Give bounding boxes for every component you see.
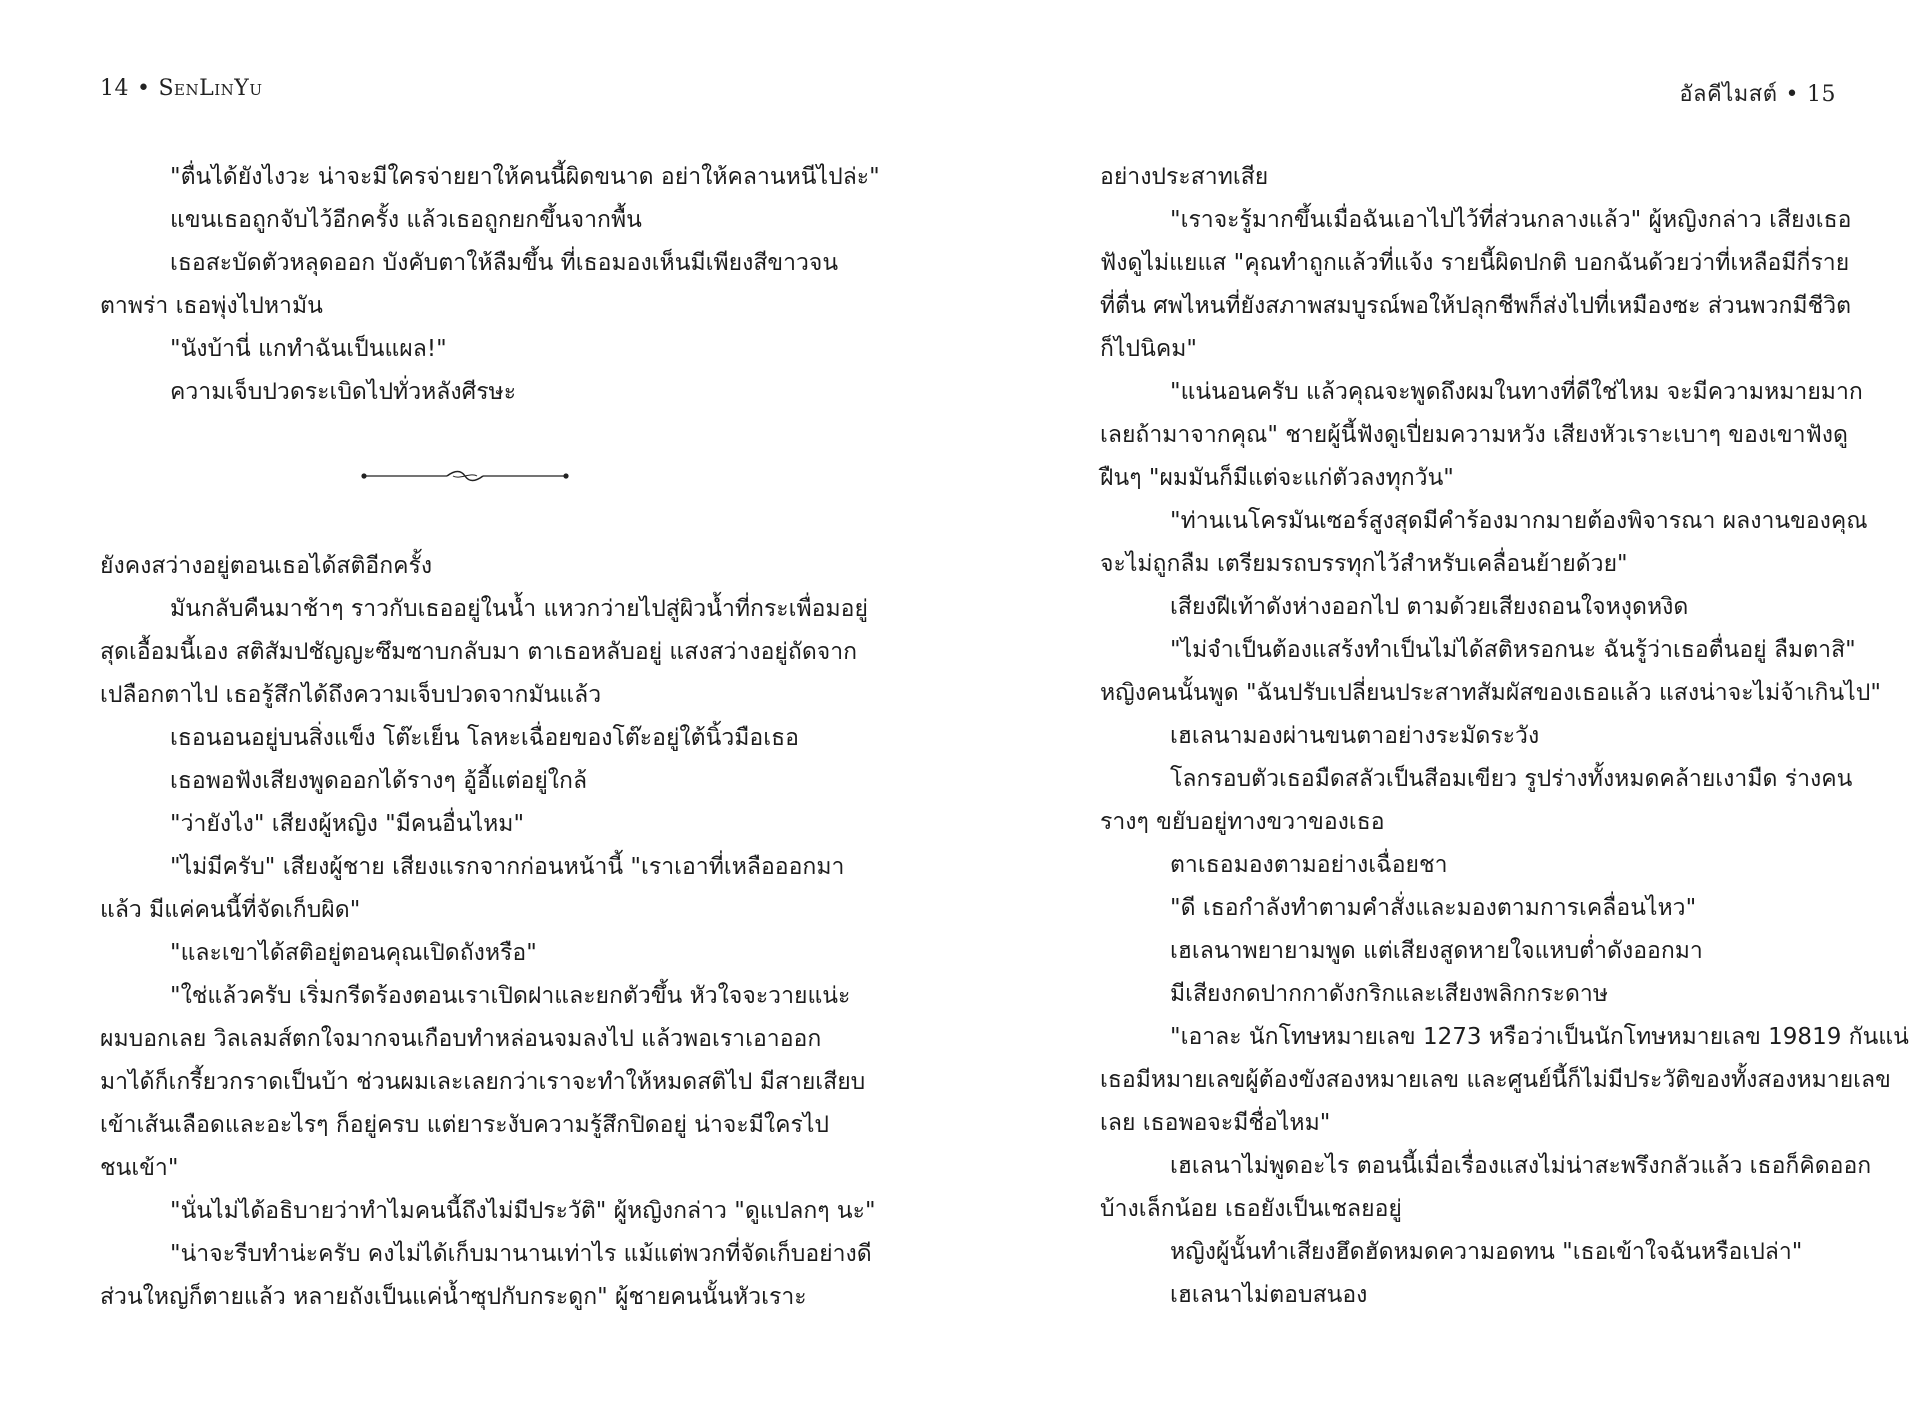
text-line: ตาเธอมองตามอย่างเฉื่อยชา (1170, 852, 1448, 878)
text-line: "ไม่จำเป็นต้องแสร้งทำเป็นไม่ได้สติหรอกนะ ฉันรู้ว่าเธอตื่นอยู่ ลืมตาสิ" (1170, 637, 1856, 663)
text-line: "แน่นอนครับ แล้วคุณจะพูดถึงผมในทางที่ดีใช่ไหม จะมีความหมายมาก (1170, 379, 1863, 405)
header-separator: • (137, 76, 151, 101)
text-line: ผมบอกเลย วิลเลมส์ตกใจมากจนเกือบทำหล่อนจมลงไป แล้วพอเราเอาออก (100, 1026, 822, 1052)
text-line: เสียงฝีเท้าดังห่างออกไป ตามด้วยเสียงถอนใจหงุดหงิด (1170, 594, 1689, 620)
text-line: มาได้ก็เกรี้ยวกราดเป็นบ้า ช่วนผมเละเลยกว่าเราจะทำให้หมดสติไป มีสายเสียบ (100, 1069, 866, 1095)
text-line: แล้ว มีแค่คนนี้ที่จัดเก็บผิด" (100, 897, 361, 923)
text-line: "เราจะรู้มากขึ้นเมื่อฉันเอาไปไว้ที่ส่วนกลางแล้ว" ผู้หญิงกล่าว เสียงเธอ (1170, 207, 1852, 233)
text-line: "ไม่มีครับ" เสียงผู้ชาย เสียงแรกจากก่อนหน้านี้ "เราเอาที่เหลือออกมา (170, 854, 845, 880)
right-running-header (1679, 76, 1836, 111)
text-line: สุดเอื้อมนี้เอง สติสัมปชัญญะซึมซาบกลับมา ตาเธอหลับอยู่ แสงสว่างอยู่ถัดจาก (100, 639, 858, 665)
text-line: เข้าเส้นเลือดและอะไรๆ ก็อยู่ครบ แต่ยาระงับความรู้สึกปิดอยู่ น่าจะมีใครไป (100, 1112, 830, 1138)
scene-break-ornament (361, 468, 569, 484)
text-line: ฟังดูไม่แยแส "คุณทำถูกแล้วที่แจ้ง รายนี้ผิดปกติ บอกฉันด้วยว่าที่เหลือมีกี่ราย (1100, 250, 1850, 276)
text-line: "นังบ้านี่ แกทำฉันเป็นแผล!" (170, 336, 447, 362)
text-line: เธอมีหมายเลขผู้ต้องขังสองหมายเลข และศูนย์นี้ก็ไม่มีประวัติของทั้งสองหมายเลข (1100, 1067, 1891, 1093)
text-line: เฮเลนามองผ่านขนตาอย่างระมัดระวัง (1170, 723, 1540, 749)
text-line: "นั่นไม่ได้อธิบายว่าทำไมคนนี้ถึงไม่มีประวัติ" ผู้หญิงกล่าว "ดูแปลกๆ นะ" (170, 1198, 876, 1224)
text-line: เลยถ้ามาจากคุณ" ชายผู้นี้ฟังดูเปี่ยมความหวัง เสียงหัวเราะเบาๆ ของเขาฟังดู (1100, 422, 1848, 448)
text-line: "ว่ายังไง" เสียงผู้หญิง "มีคนอื่นไหม" (170, 811, 525, 837)
text-line: "และเขาได้สติอยู่ตอนคุณเปิดถังหรือ" (170, 940, 537, 966)
text-line: "ท่านเนโครมันเซอร์สูงสุดมีคำร้องมากมายต้องพิจารณา ผลงานของคุณ (1170, 508, 1868, 534)
page-number: 15 (1807, 82, 1836, 107)
text-line: บ้างเล็กน้อย เธอยังเป็นเชลยอยู่ (1100, 1196, 1402, 1222)
book-title: อัลคีไมสต์ (1679, 82, 1778, 107)
text-line: ฝืนๆ "ผมมันก็มีแต่จะแก่ตัวลงทุกวัน" (1100, 465, 1454, 491)
text-line: ตาพร่า เธอพุ่งไปหามัน (100, 293, 323, 319)
text-line: "ตื่นได้ยังไงวะ น่าจะมีใครจ่ายยาให้คนนี้ผิดขนาด อย่าให้คลานหนีไปล่ะ" (170, 164, 880, 190)
text-line: ชนเข้า" (100, 1155, 179, 1181)
text-line: ก็ไปนิคม" (1100, 336, 1197, 362)
text-line: แขนเธอถูกจับไว้อีกครั้ง แล้วเธอถูกยกขึ้นจากพื้น (170, 207, 642, 233)
text-line: "ดี เธอกำลังทำตามคำสั่งและมองตามการเคลื่อนไหว" (1170, 895, 1697, 921)
text-line: โลกรอบตัวเธอมืดสลัวเป็นสีอมเขียว รูปร่างทั้งหมดคล้ายเงามืด ร่างคน (1170, 766, 1853, 792)
text-line: เฮเลนาพยายามพูด แต่เสียงสูดหายใจแหบต่ำดังออกมา (1170, 938, 1703, 964)
text-line: เฮเลนาไม่ตอบสนอง (1170, 1282, 1368, 1308)
header-separator: • (1785, 82, 1799, 107)
text-line: เฮเลนาไม่พูดอะไร ตอนนี้เมื่อเรื่องแสงไม่น่าสะพรึงกลัวแล้ว เธอก็คิดออก (1170, 1153, 1872, 1179)
text-line: ความเจ็บปวดระเบิดไปทั่วหลังศีรษะ (170, 379, 517, 405)
text-line: เธอพอฟังเสียงพูดออกได้รางๆ อู้อี้แต่อยู่ใกล้ (170, 768, 588, 794)
text-line: หญิงผู้นั้นทำเสียงฮึดฮัดหมดความอดทน "เธอเข้าใจฉันหรือเปล่า" (1170, 1239, 1803, 1265)
text-line: "น่าจะรีบทำน่ะครับ คงไม่ได้เก็บมานานเท่าไร แม้แต่พวกที่จัดเก็บอย่างดี (170, 1241, 872, 1267)
text-line: เลย เธอพอจะมีชื่อไหม" (1100, 1110, 1331, 1136)
text-line: ส่วนใหญ่ก็ตายแล้ว หลายถังเป็นแค่น้ำซุปกับกระดูก" ผู้ชายคนนั้นหัวเราะ (100, 1284, 807, 1310)
page-number: 14 (100, 76, 129, 101)
text-line: หญิงคนนั้นพูด "ฉันปรับเปลี่ยนประสาทสัมผัสของเธอแล้ว แสงน่าจะไม่จ้าเกินไป" (1100, 680, 1881, 706)
text-line: เธอสะบัดตัวหลุดออก บังคับตาให้ลืมขึ้น ที่เธอมองเห็นมีเพียงสีขาวจน (170, 250, 839, 276)
right-text-body (1100, 156, 1909, 1317)
text-line: มันกลับคืนมาช้าๆ ราวกับเธออยู่ในน้ำ แหวกว่ายไปสู่ผิวน้ำที่กระเพื่อมอยู่ (170, 596, 868, 622)
text-line: ที่ตื่น ศพไหนที่ยังสภาพสมบูรณ์พอให้ปลุกชีพก็ส่งไปที่เหมืองซะ ส่วนพวกมีชีวิต (1100, 293, 1852, 319)
text-line: มีเสียงกดปากกาดังกริกและเสียงพลิกกระดาษ (1170, 981, 1608, 1007)
text-line: ยังคงสว่างอยู่ตอนเธอได้สติอีกครั้ง (100, 553, 433, 579)
text-line: "ใช่แล้วครับ เริ่มกรีดร้องตอนเราเปิดฝาและยกตัวขึ้น หัวใจจะวายแน่ะ (170, 983, 851, 1009)
text-line: จะไม่ถูกลืม เตรียมรถบรรทุกไว้สำหรับเคลื่อนย้ายด้วย" (1100, 551, 1628, 577)
text-line: "เอาละ นักโทษหมายเลข 1273 หรือว่าเป็นนักโทษหมายเลข 19819 กันแน่ (1170, 1024, 1909, 1050)
author-name: SenLinYu (158, 76, 263, 101)
text-line: รางๆ ขยับอยู่ทางขวาของเธอ (1100, 809, 1385, 835)
left-text-section-1 (100, 156, 880, 414)
text-line: อย่างประสาทเสีย (1100, 164, 1269, 190)
left-text-section-2 (100, 545, 876, 1319)
text-line: เปลือกตาไป เธอรู้สึกได้ถึงความเจ็บปวดจากมันแล้ว (100, 682, 602, 708)
text-line: เธอนอนอยู่บนสิ่งแข็ง โต๊ะเย็น โลหะเฉื่อยของโต๊ะอยู่ใต้นิ้วมือเธอ (170, 725, 799, 751)
left-running-header (100, 76, 262, 101)
